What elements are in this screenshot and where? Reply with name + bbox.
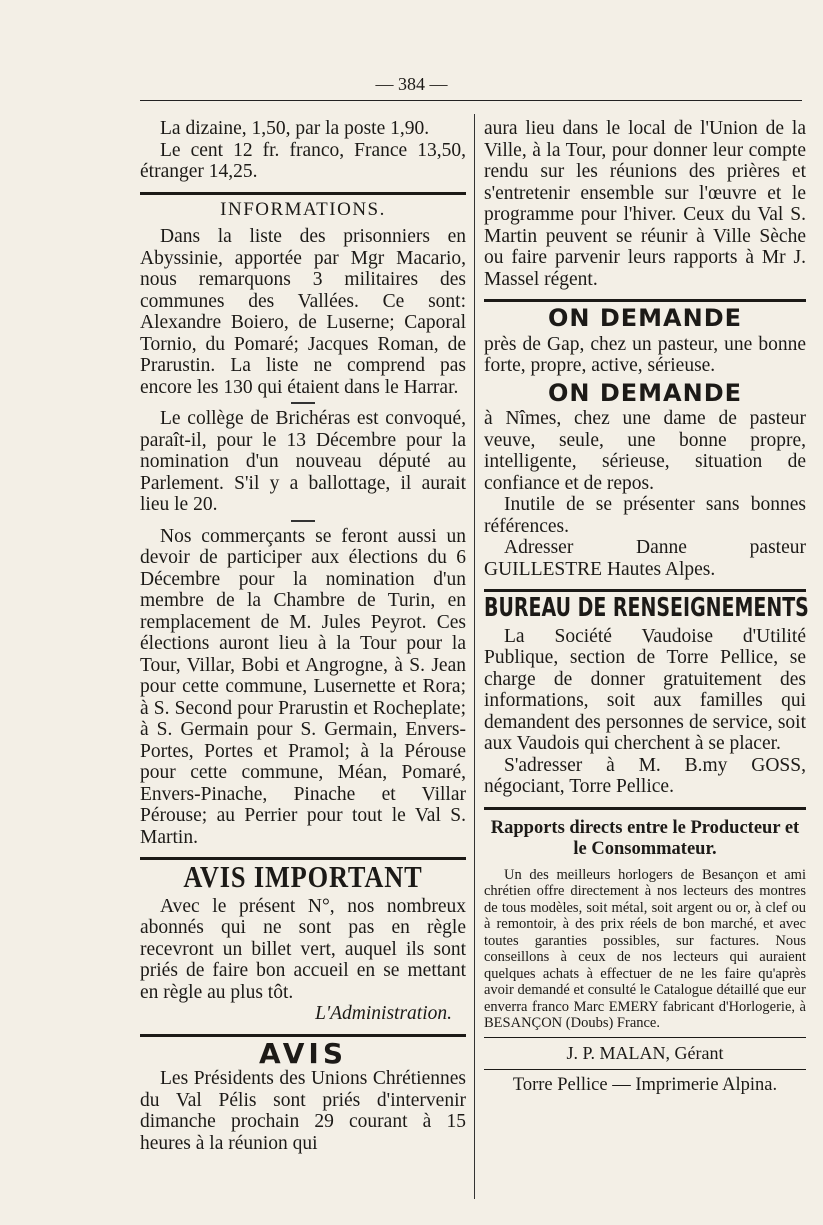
demande-text-1: près de Gap, chez un pasteur, une bonne forte, propre, active, sérieuse. xyxy=(484,333,806,376)
header-rule xyxy=(140,100,802,101)
right-column xyxy=(484,118,809,1097)
page-number: — 384 — xyxy=(375,74,448,94)
left-column xyxy=(140,118,466,1154)
info-paragraph-2: Le collège de Brichéras est convoqué, paraît-il, pour le 13 Décembre pour la nomination d'un nouveau député au Parlement. S'il y a ballottage, il aurait lieu le 20. xyxy=(140,408,466,515)
separator xyxy=(291,402,315,404)
avis-continued: aura lieu dans le local de l'Union de la Ville, à la Tour, pour donner leur compte rendu sur les réunions des prières et s'entretenir ensemble sur l'œuvre et le programme pour l'hiver. Ceux du Val S. Martin peuvent se réunir à Ville Sèche ou faire parvenir leurs rapports à Mr J. Massel régent. xyxy=(484,118,806,290)
printer-line: Torre Pellice — Imprimerie Alpina. xyxy=(512,1075,778,1095)
bureau-heading: BUREAU DE RENSEIGNEMENTS xyxy=(484,593,809,623)
demande-text-4: Adresser Danne pasteur GUILLESTRE Hautes Alpes. xyxy=(484,537,806,580)
section-rule xyxy=(484,807,806,810)
gerant-line: J. P. MALAN, Gérant xyxy=(566,1042,724,1063)
avis-heading: AVIS xyxy=(258,1036,348,1070)
info-paragraph-1: Dans la liste des prisonniers en Abyssinie, apportée par Mgr Macario, nous remarquons 3 militaires des communes des Vallées. Ce sont: Alexandre Boiero, de Luserne; Caporal Tornio, du Pomaré; Jacques Roman, de Prarustin. La liste ne comprend pas encore les 130 qui étaient dans le Harrar. xyxy=(140,226,466,398)
footer-rule xyxy=(484,1069,806,1070)
bureau-contact: S'adresser à M. B.my GOSS, négociant, Torre Pellice. xyxy=(484,754,806,797)
section-rule xyxy=(140,192,466,195)
avis-important-text: Avec le présent N°, nos nombreux abonnés qui ne sont pas en règle recevront un billet vert, auquel ils sont priés de faire bon accueil en se mettant en règle au plus tôt. xyxy=(140,895,466,1003)
rapports-text: Un des meilleurs horlogers de Besançon et ami chrétien offre directement à nos lecteurs des montres de tous modèles, soit métal, soit argent ou or, à clef ou à remontoir, à des prix réels de bon marché, et avec toutes garanties possibles, sur factures. Nous conseillons à ceux de nos lecteurs qui auraient quelques achats à effectuer de ne les faire qu'après avoir demandé et consulté le Catalogue détaillé que eur enverra franco Marc EMERY fabricant d'Horlogerie, à BESANÇON (Doubs) France. xyxy=(484,866,806,1031)
rapports-heading: Rapports directs entre le Producteur et le Consommateur. xyxy=(490,817,800,859)
footer-rule xyxy=(484,1037,806,1038)
price-line-1: La dizaine, 1,50, par la poste 1,90. xyxy=(160,118,430,139)
bureau-text: La Société Vaudoise d'Utilité Publique, section de Torre Pellice, se charge de donner gratuitement des informations, soit aux familles qui demandent des personnes de service, soit aux Vaudois qui cherchent à se placer. xyxy=(484,625,806,754)
informations-heading: INFORMATIONS. xyxy=(220,198,386,220)
administration-signature: L'Administration. xyxy=(315,1003,452,1024)
on-demande-heading-2: ON DEMANDE xyxy=(547,378,743,407)
separator xyxy=(291,520,315,522)
column-divider xyxy=(474,114,475,1199)
section-rule xyxy=(484,299,806,302)
price-line-2: Le cent 12 fr. franco, France 13,50, étranger 14,25. xyxy=(140,139,466,182)
section-rule xyxy=(484,589,806,592)
on-demande-heading-1: ON DEMANDE xyxy=(547,304,743,332)
demande-text-3: Inutile de se présenter sans bonnes références. xyxy=(484,494,806,537)
avis-important-heading: AVIS IMPORTANT xyxy=(183,859,423,894)
info-paragraph-3: Nos commerçants se feront aussi un devoir de participer aux élections du 6 Décembre pour la nomination d'un membre de la Chambre de Turin, en remplacement de M. Jules Peyrot. Ces élections auront lieu à la Tour pour la Tour, Villar, Bobi et Angrogne, à S. Jean pour cette commune, Lusernette et Rora; à S. Second pour Prarustin et Rocheplate; à S. Germain pour S. Germain, Envers-Portes, Portes et Pramol; à la Pérouse pour cette commune, Méan, Pomaré, Envers-Pinache, Pinache et Villar Pérouse; au Perrier pour tout le Val S. Martin. xyxy=(140,525,466,848)
demande-text-2: à Nîmes, chez une dame de pasteur veuve, seule, une bonne propre, intelligente, sérieuse, situation de confiance et de repos. xyxy=(484,408,806,494)
avis-text: Les Présidents des Unions Chrétiennes du Val Pélis sont priés d'intervenir dimanche prochain 29 courant à 15 heures à la réunion qui xyxy=(140,1068,466,1154)
